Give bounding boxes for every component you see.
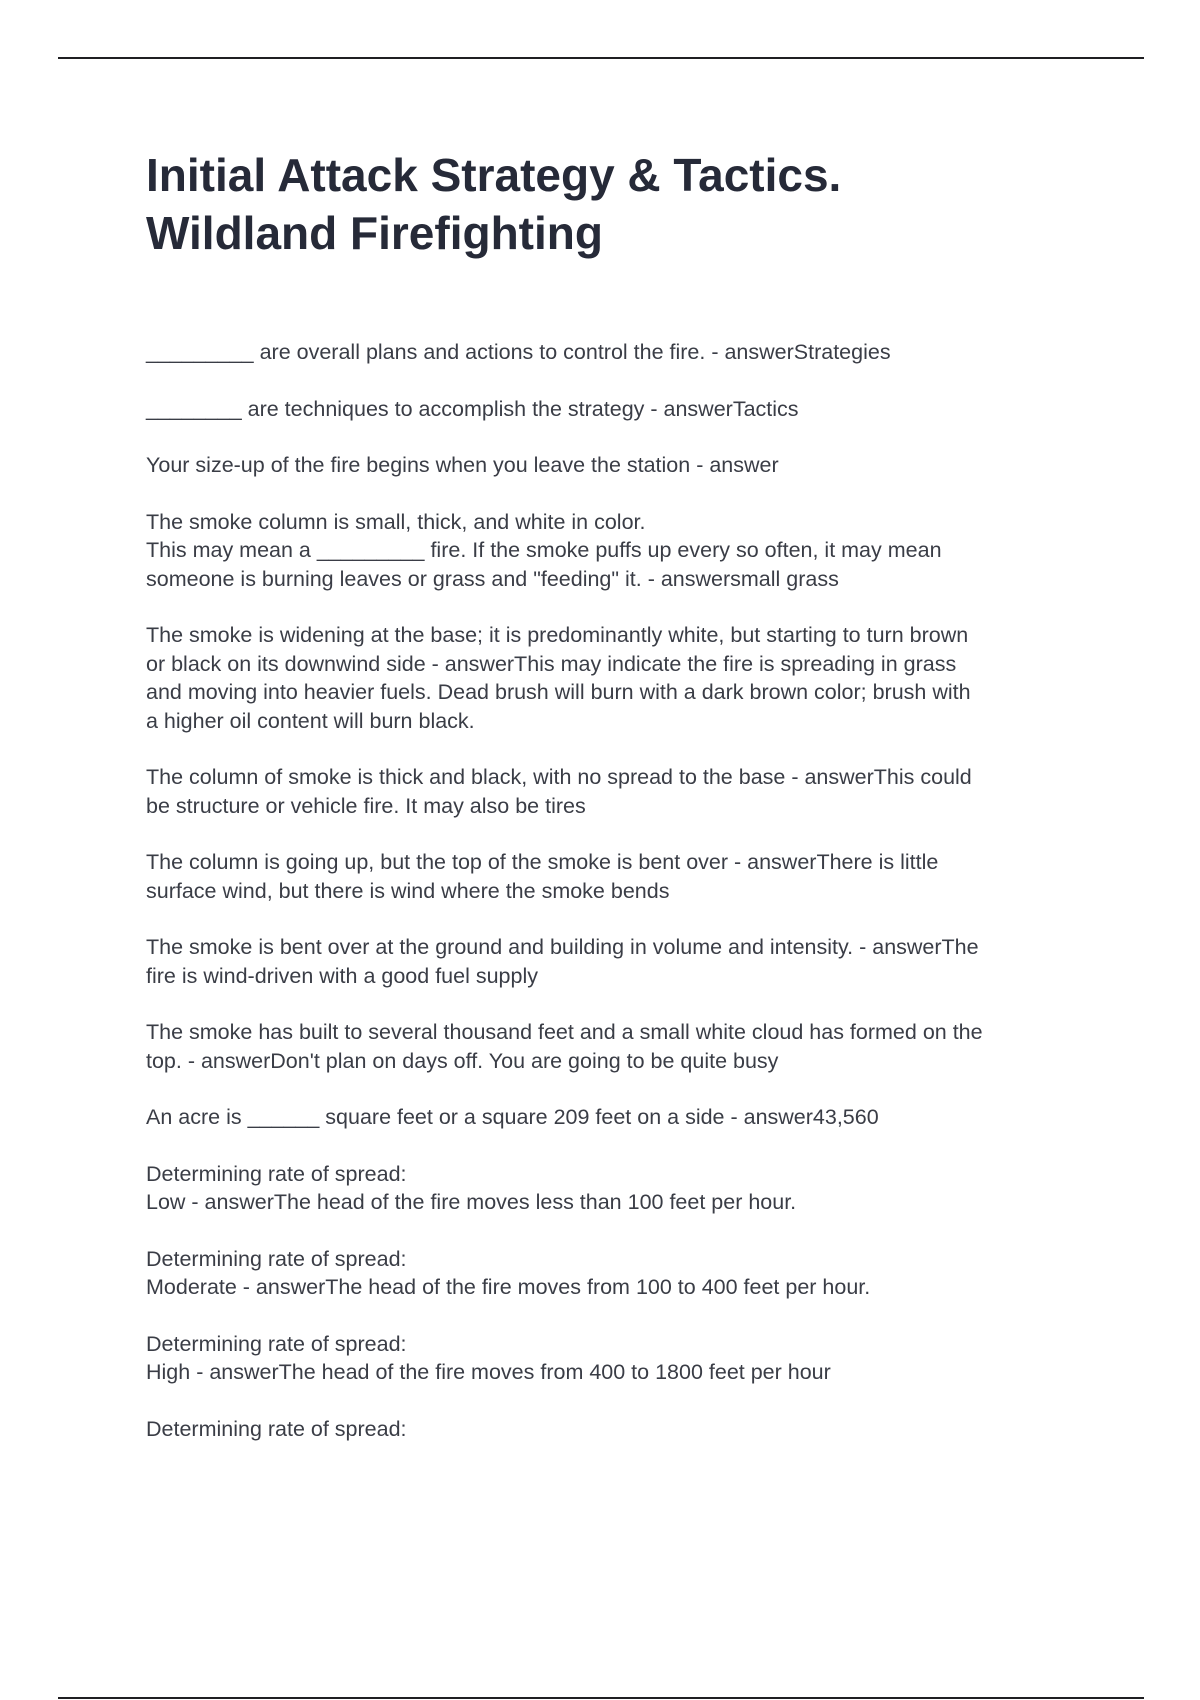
title-line: Initial Attack Strategy & Tactics. (146, 149, 842, 201)
qa-line: top. - answerDon't plan on days off. You are going to be quite busy (146, 1048, 779, 1073)
qa-item (146, 395, 1096, 424)
qa-line: Determining rate of spread: (146, 1331, 407, 1356)
qa-line: The smoke is widening at the base; it is predominantly white, but starting to turn brown (146, 623, 969, 647)
qa-line: surface wind, but there is wind where the smoke bends (146, 878, 670, 903)
qa-line: This may mean a _________ fire. If the smoke puffs up every so often, it may mean (146, 538, 942, 562)
qa-line: fire is wind-driven with a good fuel supply (146, 963, 538, 988)
qa-line: The smoke is bent over at the ground and building in volume and intensity. - answerThe (146, 935, 979, 959)
qa-item (146, 1160, 1096, 1217)
qa-line: ________ are techniques to accomplish the strategy - answerTactics (146, 396, 799, 421)
qa-item (146, 1330, 1096, 1387)
qa-item (146, 451, 1096, 480)
qa-line: High - answerThe head of the fire moves from 400 to 1800 feet per hour (146, 1360, 831, 1384)
top-rule (58, 57, 1144, 59)
qa-line: Moderate - answerThe head of the fire moves from 100 to 400 feet per hour. (146, 1275, 871, 1299)
qa-line: The smoke column is small, thick, and white in color. (146, 509, 646, 534)
qa-line: An acre is ______ square feet or a square 209 feet on a side - answer43,560 (146, 1105, 879, 1129)
qa-line: or black on its downwind side - answerThis may indicate the fire is spreading in grass (146, 651, 957, 676)
qa-line: Determining rate of spread: (146, 1246, 407, 1271)
qa-line: a higher oil content will burn black. (146, 708, 475, 733)
qa-item (146, 763, 1096, 820)
qa-item (146, 1103, 1096, 1132)
qa-line: Your size-up of the fire begins when you leave the station - answer (146, 453, 779, 477)
qa-line: The smoke has built to several thousand feet and a small white cloud has formed on the (146, 1020, 983, 1044)
qa-line: Determining rate of spread: (146, 1161, 407, 1186)
qa-item (146, 1018, 1096, 1075)
bottom-rule (58, 1697, 1144, 1699)
qa-item (146, 933, 1096, 990)
qa-line: The column is going up, but the top of the smoke is bent over - answerThere is little (146, 850, 939, 874)
qa-item (146, 338, 1096, 367)
qa-item (146, 1415, 1096, 1444)
qa-line: someone is burning leaves or grass and "feeding" it. - answersmall grass (146, 566, 839, 591)
qa-line: be structure or vehicle fire. It may also be tires (146, 793, 586, 818)
qa-line: Determining rate of spread: (146, 1416, 407, 1441)
qa-item (146, 848, 1096, 905)
document-body (146, 338, 1096, 1471)
qa-item (146, 1245, 1096, 1302)
qa-line: and moving into heavier fuels. Dead brush will burn with a dark brown color; brush with (146, 680, 971, 704)
qa-line: Low - answerThe head of the fire moves less than 100 feet per hour. (146, 1190, 797, 1214)
qa-line: The column of smoke is thick and black, with no spread to the base - answerThis could (146, 765, 972, 789)
qa-line: _________ are overall plans and actions to control the fire. - answerStrategies (146, 340, 891, 364)
title-line: Wildland Firefighting (146, 207, 603, 259)
qa-item (146, 621, 1096, 735)
document-title (146, 146, 1106, 262)
qa-item (146, 508, 1096, 594)
